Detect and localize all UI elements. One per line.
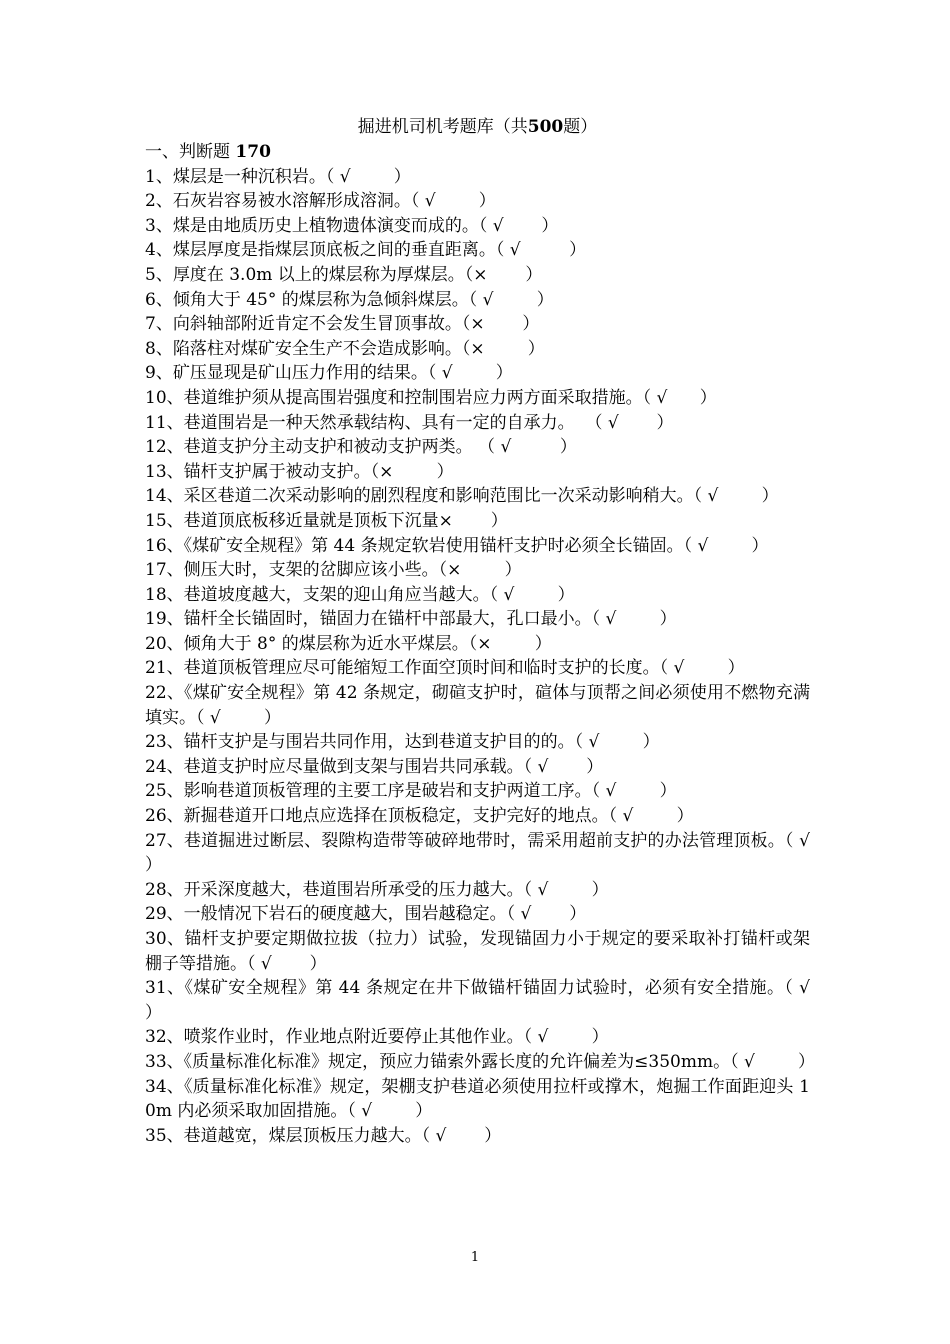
- question-item: 22、《煤矿安全规程》第 42 条规定，砌碹支护时，碹体与顶帮之间必须使用不燃物充满填实。（ √ ）: [145, 683, 810, 728]
- page-number: 1: [470, 1250, 480, 1265]
- question-item: 20、倾角大于 8° 的煤层称为近水平煤层。（× ）: [145, 633, 552, 654]
- question-item: 12、巷道支护分主动支护和被动支护两类。 （ √ ）: [145, 437, 577, 458]
- section-prefix: 一、判断题: [145, 142, 230, 162]
- question-item: 17、侧压大时，支架的岔脚应该小些。（× ）: [145, 560, 522, 581]
- question-item: 29、一般情况下岩石的硬度越大，围岩越稳定。（ √ ）: [145, 904, 587, 925]
- question-item: 9、矿压显现是矿山压力作用的结果。（ √ ）: [145, 363, 513, 384]
- question-item: 18、巷道坡度越大，支架的迎山角应当越大。（ √ ）: [145, 584, 575, 605]
- question-item: 4、煤层厚度是指煤层顶底板之间的垂直距离。（ √ ）: [145, 240, 587, 261]
- question-item: 33、《质量标准化标准》规定，预应力锚索外露长度的允许偏差为≤350mm。（ √ ）: [145, 1051, 816, 1072]
- question-item: 19、锚杆全长锚固时，锚固力在锚杆中部最大，孔口最小。（ √ ）: [145, 609, 677, 630]
- question-item: 31、《煤矿安全规程》第 44 条规定在井下做锚杆锚固力试验时，必须有安全措施。（ √ ）: [145, 978, 854, 1023]
- question-item: 23、锚杆支护是与围岩共同作用，达到巷道支护目的的。（ √ ）: [145, 732, 660, 753]
- question-item: 34、《质量标准化标准》规定，架棚支护巷道必须使用拉杆或撑木，炮掘工作面距迎头 10m 内必须采取加固措施。（ √ ）: [145, 1076, 810, 1122]
- title-suffix: 题）: [563, 117, 598, 137]
- question-item: 24、巷道支护时应尽量做到支架与围岩共同承载。（ √ ）: [145, 756, 604, 777]
- document-content: [145, 114, 854, 1148]
- question-item: 7、向斜轴部附近肯定不会发生冒顶事故。（× ）: [145, 314, 540, 335]
- question-item: 3、煤是由地质历史上植物遗体演变而成的。（ √ ）: [145, 215, 559, 236]
- question-item: 25、影响巷道顶板管理的主要工序是破岩和支护两道工序。（ √ ）: [145, 781, 677, 802]
- question-item: 28、开采深度越大，巷道围岩所承受的压力越大。（ √ ）: [145, 879, 609, 900]
- question-item: 15、巷道顶底板移近量就是顶板下沉量× ）: [145, 510, 508, 531]
- document-title: [145, 114, 810, 140]
- question-item: 6、倾角大于 45° 的煤层称为急倾斜煤层。（ √ ）: [145, 289, 554, 310]
- question-item: 16、《煤矿安全规程》第 44 条规定软岩使用锚杆支护时必须全长锚固。（ √ ）: [145, 535, 769, 556]
- title-count: 500: [527, 117, 564, 137]
- question-item: 21、巷道顶板管理应尽可能缩短工作面空顶时间和临时支护的长度。（ √ ）: [145, 658, 745, 679]
- question-item: 30、锚杆支护要定期做拉拔（拉力）试验，发现锚固力小于规定的要采取补打锚杆或架棚子等措施。（ √ ）: [145, 929, 810, 974]
- question-item: 10、巷道维护须从提高围岩强度和控制围岩应力两方面采取措施。（ √ ）: [145, 387, 717, 408]
- question-item: 14、采区巷道二次采动影响的剧烈程度和影响范围比一次采动影响稍大。（ √ ）: [145, 486, 779, 507]
- question-item: 2、石灰岩容易被水溶解形成溶洞。（ √ ）: [145, 191, 496, 212]
- question-item: 1、煤层是一种沉积岩。（ √ ）: [145, 166, 411, 187]
- question-item: 11、巷道围岩是一种天然承载结构、具有一定的自承力。 （ √ ）: [145, 412, 674, 433]
- title-prefix: 掘进机司机考题库（共: [357, 117, 528, 137]
- section-heading: [145, 140, 810, 165]
- section-count: 170: [235, 142, 271, 162]
- question-item: 13、锚杆支护属于被动支护。（× ）: [145, 461, 454, 482]
- question-item: 27、巷道掘进过断层、裂隙构造带等破碎地带时，需采用超前支护的办法管理顶板。（ √ ）: [145, 830, 848, 876]
- question-item: 26、新掘巷道开口地点应选择在顶板稳定，支护完好的地点。（ √ ）: [145, 806, 694, 827]
- question-item: 8、陷落柱对煤矿安全生产不会造成影响。（× ）: [145, 338, 545, 359]
- question-item: 35、巷道越宽，煤层顶板压力越大。（ √ ）: [145, 1125, 502, 1146]
- question-item: 32、喷浆作业时，作业地点附近要停止其他作业。（ √ ）: [145, 1027, 609, 1048]
- question-item: 5、厚度在 3.0m 以上的煤层称为厚煤层。（× ）: [145, 264, 543, 285]
